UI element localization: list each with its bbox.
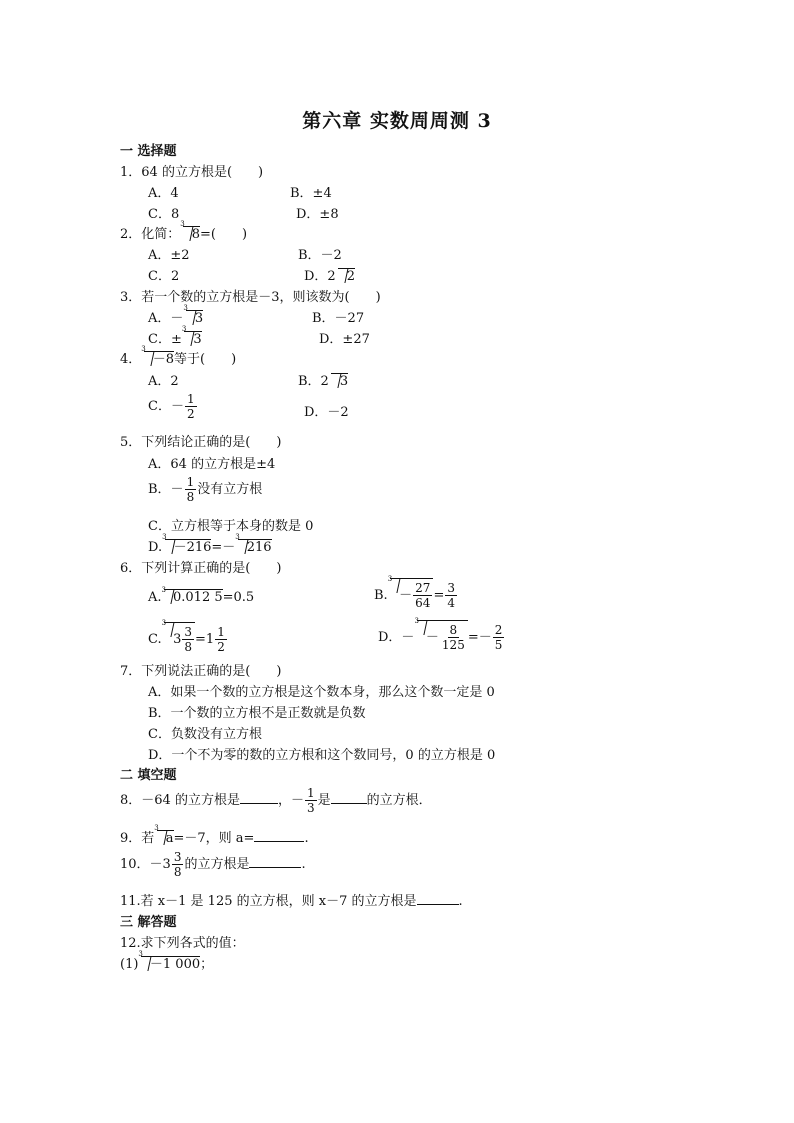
fraction: [413, 581, 432, 610]
q3-c-pre: C．±: [148, 332, 182, 347]
question-12-stem: 12.求下列各式的值：: [120, 936, 245, 951]
q5-option-a: A．64 的立方根是±4: [148, 457, 276, 472]
cube-index: 3: [138, 950, 143, 958]
q2-stem-post: =( ): [200, 227, 248, 242]
q2-d-radical: 2: [338, 268, 355, 284]
question-4-stem: [120, 345, 237, 367]
q10-pre: 10．－3: [120, 857, 171, 872]
q1-option-a: A．4: [148, 186, 179, 201]
q6-c-eq: =1: [195, 632, 215, 647]
question-6-stem: 6．下列计算正确的是( ): [120, 561, 282, 576]
fraction: [215, 625, 227, 654]
q9-radical: a: [157, 830, 174, 846]
question-8: [120, 786, 432, 815]
q5-option-c: C．立方根等于本身的数是 0: [148, 519, 314, 534]
answer-blank[interactable]: [249, 855, 301, 868]
q5-option-d: [148, 533, 272, 555]
q7-option-d: D．一个不为零的数的立方根和这个数同号，0 的立方根是 0: [148, 748, 496, 763]
section-heading-answer: 三 解答题: [120, 915, 177, 930]
q8-mid: ，－: [277, 793, 304, 808]
answer-blank[interactable]: [254, 829, 304, 842]
q8-mid2: 是: [317, 793, 331, 808]
cube-index: 3: [183, 304, 188, 312]
minus-sign: －: [478, 630, 492, 645]
q5-b-post: 没有立方根: [197, 482, 263, 497]
q3-option-d: D．±27: [319, 332, 370, 347]
q6-a-post: =0.5: [222, 590, 255, 605]
q4-option-a: A．2: [148, 374, 179, 389]
q2-radical: 8: [183, 226, 200, 242]
question-12-part-1: [120, 950, 214, 972]
cube-index: 3: [414, 617, 419, 625]
q7-option-b: B．一个数的立方根不是正数就是负数: [148, 706, 366, 721]
q3-option-a: [148, 304, 204, 326]
q2-option-a: A．±2: [148, 248, 190, 263]
q10-mid: 的立方根是: [184, 857, 250, 872]
question-9: [120, 824, 309, 846]
numerator: 1: [217, 625, 225, 639]
q11-text: 11.若 x－1 是 125 的立方根，则 x－7 的立方根是: [120, 894, 417, 909]
q1-option-b: B．±4: [290, 186, 332, 201]
fraction: [305, 786, 317, 815]
q5-d-radical-1: －216: [165, 539, 212, 555]
q8-pre: 8．－64 的立方根是: [120, 793, 240, 808]
q6-option-c: [148, 619, 228, 657]
cube-index: 3: [154, 824, 159, 832]
q4-num: 4．: [120, 352, 142, 367]
minus-sign: －: [425, 630, 439, 645]
q6-c-pre: C.: [148, 632, 162, 647]
q4-b-pre: B．2: [298, 374, 329, 389]
question-7-stem: 7．下列说法正确的是( ): [120, 664, 282, 679]
q6-option-d: [378, 617, 505, 655]
q12-p1-pre: (1): [120, 957, 139, 972]
answer-blank[interactable]: [240, 791, 278, 804]
q5-d-pre: D.: [148, 540, 163, 555]
question-2-stem: [120, 220, 248, 242]
answer-blank[interactable]: [331, 791, 367, 804]
q6-c-radical: [164, 622, 195, 657]
q8-post: 的立方根．: [366, 793, 432, 808]
q5-d-mid: =－: [211, 540, 236, 555]
minus-sign: －: [399, 588, 413, 603]
q9-post: .: [304, 831, 309, 846]
q7-option-c: C．负数没有立方根: [148, 727, 262, 742]
equals-sign: =: [433, 588, 445, 603]
q4-option-c: [148, 392, 198, 421]
q5-option-b: [148, 475, 262, 504]
cube-index: 3: [235, 533, 240, 541]
denominator: 64: [415, 596, 431, 610]
cube-index: 3: [180, 220, 185, 228]
q3-option-c: [148, 325, 202, 347]
q6-d-pre: D．－: [378, 630, 415, 645]
q9-mid: =－7，则 a=: [173, 831, 255, 846]
fraction: [185, 392, 197, 421]
equals-sign: =: [467, 630, 479, 645]
numerator: 27: [415, 581, 431, 595]
section-heading-fill: 二 填空题: [120, 768, 177, 783]
q4-c-pre: C．－: [148, 399, 184, 414]
cube-index: 3: [161, 586, 166, 594]
cube-index: 3: [161, 619, 167, 627]
numerator: 1: [186, 475, 195, 489]
q3-a-radical: 3: [186, 310, 203, 326]
cube-index: 3: [141, 345, 146, 353]
numerator: 8: [449, 623, 458, 637]
q4-stem-post: 等于( ): [174, 352, 237, 367]
q10-post: .: [301, 857, 306, 872]
denominator: 8: [186, 490, 195, 504]
q2-option-b: B．－2: [298, 248, 342, 263]
q4-radical: －8: [144, 351, 174, 367]
q12-p1-post: ；: [200, 957, 214, 972]
answer-blank[interactable]: [417, 892, 459, 905]
q5-d-radical-2: 216: [238, 539, 272, 555]
cube-index: 3: [162, 533, 167, 541]
denominator: 8: [173, 865, 182, 879]
q6-a-radical: 0.012 5: [164, 589, 223, 605]
q6-option-b: [374, 575, 458, 613]
cube-index: 3: [181, 325, 187, 333]
q12-p1-radical: －1 000: [141, 956, 200, 972]
fraction: [440, 623, 467, 652]
denominator: 2: [217, 640, 225, 654]
question-5-stem: 5．下列结论正确的是( ): [120, 435, 282, 450]
fraction: [172, 850, 184, 879]
numerator: 3: [173, 850, 182, 864]
q6-d-radical: [417, 620, 468, 655]
q2-stem-pre: 2．化简：: [120, 227, 181, 242]
q2-option-d: [304, 265, 355, 284]
question-11: [120, 890, 463, 909]
cube-index: 3: [387, 575, 393, 583]
fraction: [182, 625, 194, 654]
q5-b-pre: B．－: [148, 482, 184, 497]
denominator: 8: [184, 640, 193, 654]
denominator: 4: [447, 596, 455, 610]
numerator: 1: [306, 786, 315, 800]
question-10: [120, 850, 306, 879]
fraction: [185, 475, 197, 504]
numerator: 2: [494, 623, 503, 637]
q3-c-radical: 3: [184, 331, 201, 347]
q6-b-pre: B.: [374, 588, 388, 603]
q1-option-c: C．8: [148, 207, 180, 222]
numerator: 3: [447, 581, 455, 595]
q11-post: .: [458, 894, 463, 909]
question-3-stem: 3．若一个数的立方根是－3，则该数为( ): [120, 290, 381, 305]
denominator: 125: [441, 638, 465, 652]
q6-b-radical: [390, 578, 433, 613]
section-heading-choice: 一 选择题: [120, 144, 177, 159]
q2-d-pre: D．2: [304, 269, 336, 284]
q4-b-radical: 3: [331, 373, 348, 389]
q4-option-b: [298, 370, 348, 389]
question-1-stem: 1．64 的立方根是( ): [120, 165, 264, 180]
fraction: [493, 623, 505, 652]
q6-option-a: [148, 586, 255, 605]
q3-option-b: B．－27: [312, 311, 365, 326]
q4-option-d: D．－2: [304, 405, 349, 420]
denominator: 3: [306, 801, 315, 815]
q9-pre: 9．若: [120, 831, 155, 846]
q2-option-c: C．2: [148, 269, 180, 284]
q1-option-d: D．±8: [296, 207, 339, 222]
page-title: 第六章 实数周周测 3: [302, 110, 492, 132]
fraction: [445, 581, 457, 610]
q6-a-pre: A.: [148, 590, 162, 605]
q7-option-a: A．如果一个数的立方根是这个数本身，那么这个数一定是 0: [148, 685, 495, 700]
denominator: 2: [186, 407, 195, 421]
denominator: 5: [494, 638, 503, 652]
q6-c-int: 3: [173, 632, 182, 647]
q3-a-pre: A．－: [148, 311, 184, 326]
numerator: 1: [186, 392, 195, 406]
numerator: 3: [184, 625, 193, 639]
